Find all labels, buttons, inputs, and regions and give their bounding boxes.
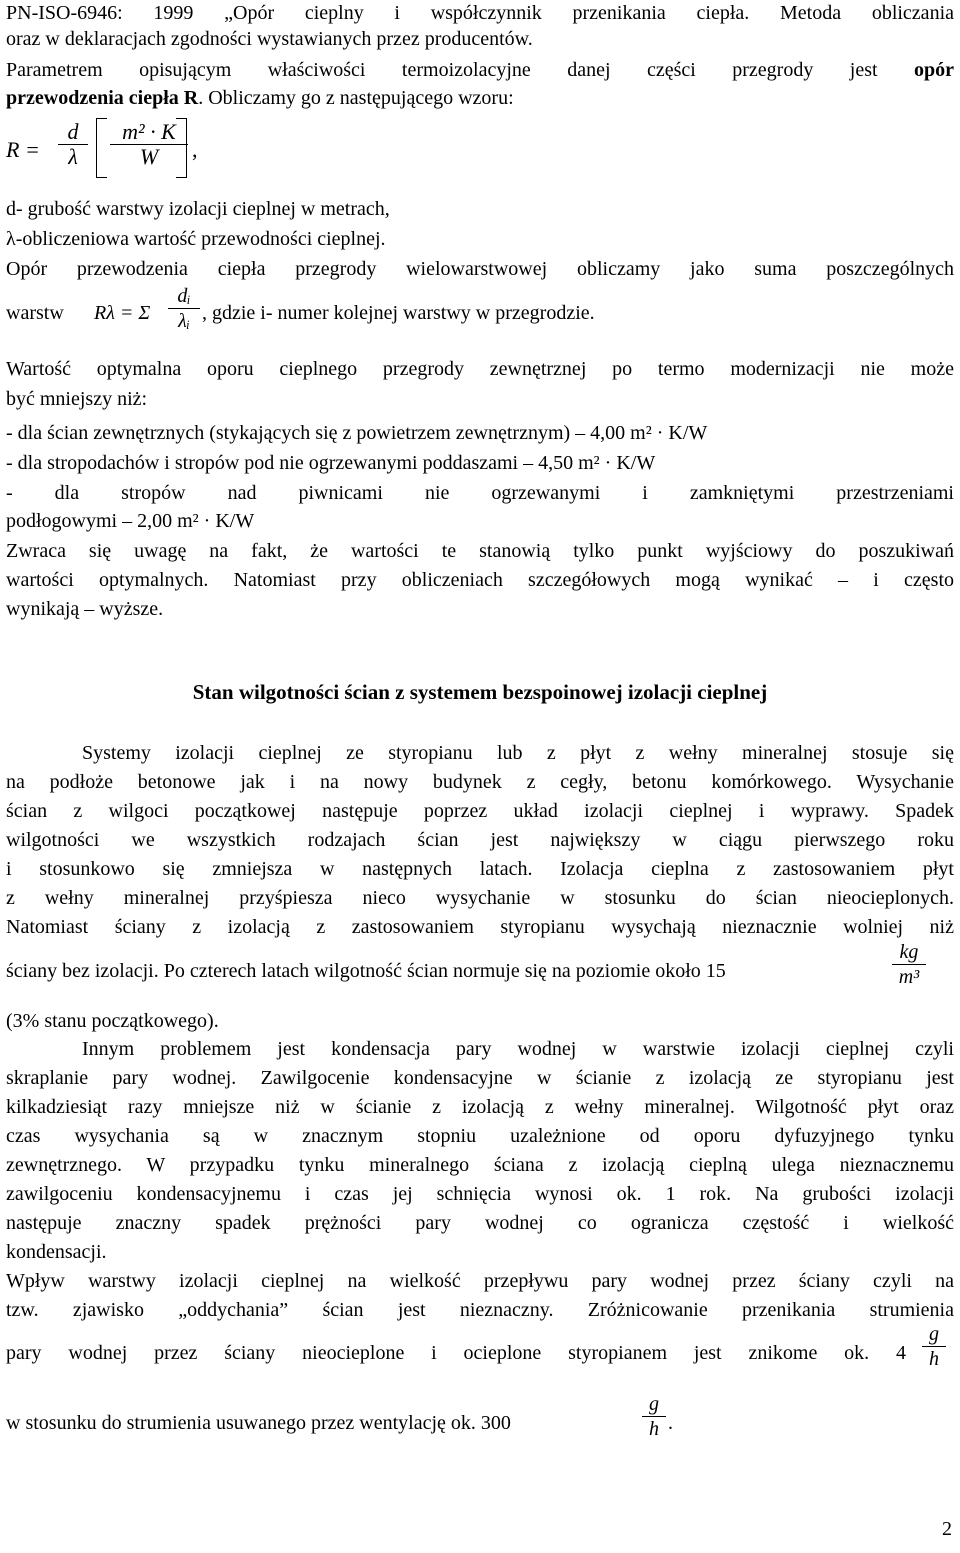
text-line: czas wysychania są w znacznym stopniu uzależnione od oporu dyfuzyjnego tynku	[6, 1125, 954, 1147]
fraction-kg-m3	[892, 940, 926, 989]
text-line: oraz w deklaracjach zgodności wystawianych przez producentów.	[6, 28, 533, 50]
fraction-numerator: g	[929, 1323, 939, 1345]
fraction-denominator: λᵢ	[178, 310, 190, 332]
list-item: podłogowymi – 2,00 m² · K/W	[6, 510, 255, 532]
text-line: λ-obliczeniowa wartość przewodności cieplnej.	[6, 228, 386, 250]
text-line: Opór przewodzenia ciepła przegrody wielowarstwowej obliczamy jako suma poszczególnych	[6, 258, 954, 280]
fraction-di-lambdai	[168, 284, 200, 333]
fraction-denominator: h	[929, 1348, 939, 1370]
fraction-numerator: g	[649, 1393, 659, 1415]
text-line: ścian z wilgoci początkowej następuje poprzez układ izolacji cieplnej i wyprawy. Spadek	[6, 800, 954, 822]
text-line: Zwraca się uwagę na fakt, że wartości te stanowią tylko punkt wyjściowy do poszukiwań	[6, 540, 954, 562]
formula-lhs: R =	[6, 137, 40, 162]
text-line	[6, 57, 954, 83]
text-line: kilkadziesiąt razy mniejsze niż w ścianie z izolacją z wełny mineralnej. Wilgotność płyt oraz	[6, 1096, 954, 1118]
text-span: .	[668, 1412, 673, 1434]
text-span: pary wodnej przez ściany nieocieplone i ocieplone styropianem jest znikome ok. 4	[6, 1342, 906, 1364]
text-line: wartości optymalnych. Natomiast przy obliczeniach szczegółowych mogą wynikać – i często	[6, 569, 954, 591]
text-line: zewnętrznego. W przypadku tynku mineralnego ściana z izolacją cieplną ulega nieznacznemu	[6, 1154, 954, 1176]
text-line: d- grubość warstwy izolacji cieplnej w metrach,	[6, 198, 390, 220]
fraction-numerator: kg	[899, 941, 919, 963]
text-line-with-fraction	[6, 1392, 954, 1454]
text-line: zawilgoceniu kondensacyjnemu i czas jej schnięcia wynosi ok. 1 rok. Na grubości izolacji	[6, 1183, 954, 1205]
fraction-denominator: m³	[898, 966, 920, 988]
list-item: - dla ścian zewnętrznych (stykających się z powietrzem zewnętrznym) – 4,00 m² · K/W	[6, 422, 708, 444]
text-span: ściany bez izolacji. Po czterech latach wilgotność ścian normuje się na poziomie około 15	[6, 960, 726, 982]
text-line-with-fraction	[6, 1322, 954, 1384]
bracket-left	[96, 118, 107, 178]
fraction-denominator: λ	[68, 144, 78, 169]
text-line: następuje znaczny spadek prężności pary wodnej co ogranicza częstość i wielkość	[6, 1212, 954, 1234]
text-line: być mniejszy niż:	[6, 388, 148, 410]
text-span: . Obliczamy go z następującego wzoru:	[198, 87, 514, 109]
formula-comma: ,	[192, 137, 198, 162]
text-line: (3% stanu początkowego).	[6, 1010, 219, 1032]
text-line: i stosunkowo się zmniejsza w następnych latach. Izolacja cieplna z zastosowaniem płyt	[6, 858, 954, 880]
formula-multilayer	[6, 284, 954, 348]
bold-term: przewodzenia ciepła R	[6, 87, 199, 109]
text-span: , gdzie i- numer kolejnej warstwy w przegrodzie.	[202, 302, 595, 324]
fraction-numerator: dᵢ	[177, 285, 191, 307]
text-line: Wpływ warstwy izolacji cieplnej na wielkość przepływu pary wodnej przez ściany czyli na	[6, 1270, 954, 1292]
text-line: skraplanie pary wodnej. Zawilgocenie kondensacyjne w ścianie z izolacją ze styropianu jest	[6, 1067, 954, 1089]
text-line: Wartość optymalna oporu cieplnego przegrody zewnętrznej po termo modernizacji nie może	[6, 358, 954, 380]
text-line: Natomiast ściany z izolacją z zastosowaniem styropianu wysychają nieznacznie wolniej niż	[6, 916, 954, 938]
fraction-g-h	[642, 1392, 666, 1441]
text-line	[6, 85, 954, 111]
text-line: tzw. zjawisko „oddychania” ścian jest nieznaczny. Zróżnicowanie przenikania strumienia	[6, 1299, 954, 1321]
fraction-d-lambda	[58, 120, 88, 169]
fraction-numerator: m² · K	[122, 119, 176, 144]
text-line: kondensacji.	[6, 1241, 107, 1263]
text-line: Innym problemem jest kondensacja pary wodnej w warstwie izolacji cieplnej czyli	[82, 1038, 954, 1060]
text-line: wilgotności we wszystkich rodzajach ścian jest największy w ciągu pierwszego roku	[6, 829, 954, 851]
fraction-numerator: d	[67, 119, 79, 144]
bracket-right	[176, 118, 187, 178]
list-item: - dla stropów nad piwnicami nie ogrzewanymi i zamkniętymi przestrzeniami	[6, 482, 954, 504]
list-item: - dla stropodachów i stropów pod nie ogrzewanymi poddaszami – 4,50 m² · K/W	[6, 452, 656, 474]
fraction-denominator: h	[649, 1418, 659, 1440]
bold-term: opór	[914, 59, 954, 81]
text-span: w stosunku do strumienia usuwanego przez wentylację ok. 300	[6, 1412, 511, 1434]
text-line: Systemy izolacji cieplnej ze styropianu lub z płyt z wełny mineralnej stosuje się	[82, 742, 954, 764]
fraction-denominator: W	[139, 144, 159, 169]
formula-lhs: Rλ = Σ	[94, 302, 151, 324]
text-line: PN-ISO-6946: 1999 „Opór cieplny i współczynnik przenikania ciepła. Metoda obliczania	[6, 2, 954, 24]
text-line: z wełny mineralnej przyśpiesza nieco wysychanie w stosunku do ścian nieocieplonych.	[6, 887, 954, 909]
page-number: 2	[942, 1518, 952, 1540]
section-heading: Stan wilgotności ścian z systemem bezspoinowej izolacji cieplnej	[192, 680, 768, 704]
fraction-g-h	[922, 1322, 946, 1371]
text-span: warstw	[6, 302, 64, 324]
text-line-with-fraction	[6, 940, 954, 1004]
text-span: Parametrem opisującym właściwości termoizolacyjne danej części przegrody jest	[6, 59, 878, 81]
text-line: na podłoże betonowe jak i na nowy budynek z cegły, betonu komórkowego. Wysychanie	[6, 771, 954, 793]
text-line: wynikają – wyższe.	[6, 598, 164, 620]
